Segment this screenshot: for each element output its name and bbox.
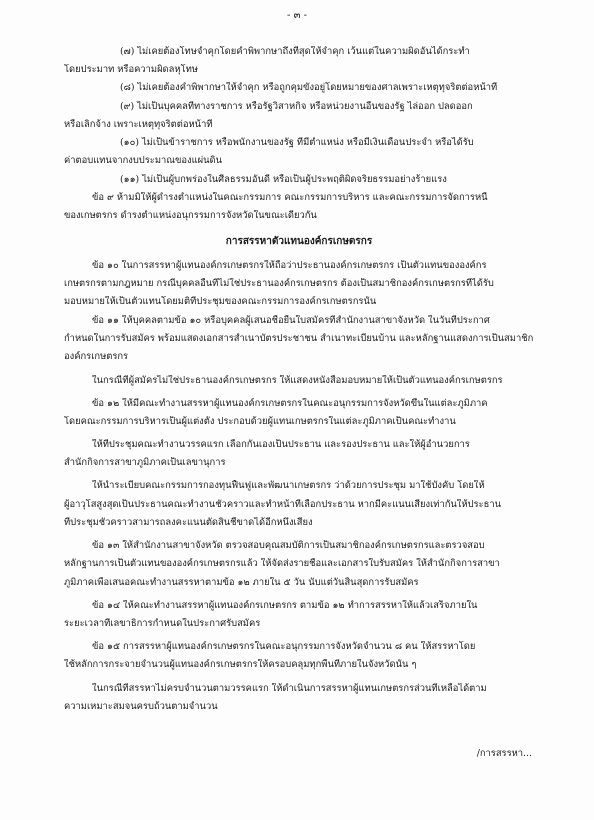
text-line: ข้อ ๑๒ ให้มีคณะทำงานสรรหาผู้แทนองค์กรเกษตรกรในคณะอนุกรรมการจังหวัดขึ้นในแต่ละภูมิภาค (92, 398, 488, 409)
text-line: ที่ประชุมชั่วคราวสามารถลงคะแนนตัดสินชี้ขาดได้อีกหนึ่งเสียง (64, 517, 313, 528)
text-line: ข้อ ๙ ห้ามมิให้ผู้ดำรงตำแหน่งในคณะกรรมการ คณะกรรมการบริหาร และคณะกรรมการจัดการหนี้ (92, 192, 488, 203)
text-line: (๑๐) ไม่เป็นข้าราชการ หรือพนักงานของรัฐ ที่มีตำแหน่ง หรือมีเงินเดือนประจำ หรือได้รับ (120, 137, 474, 148)
text-line: ค่าตอบแทนจากงบประมาณของแผ่นดิน (64, 155, 223, 166)
text-line: ระยะเวลาที่เลขาธิการกำหนดในประกาศรับสมัคร (64, 618, 261, 629)
text-line: ผู้อาวุโสสูงสุดเป็นประธานคณะทำงานชั่วคราวและทำหน้าที่เลือกประธาน หากมีคะแนนเสียงเท่ากันให้ประธาน (64, 499, 501, 510)
text-line: (๗) ไม่เคยต้องโทษจำคุกโดยคำพิพากษาถึงที่สุดให้จำคุก เว้นแต่ในความผิดอันได้กระทำ (120, 46, 470, 57)
text-line: องค์กรเกษตรกร (64, 351, 129, 362)
text-line: ข้อ ๑๑ ให้บุคคลตามข้อ ๑๐ หรือบุคคลผู้เสนอชื่อยื่นใบสมัครที่สำนักงานสาขาจังหวัด ในวันที่ประกาศ (92, 315, 490, 326)
text-line: ความเหมาะสมจนครบถ้วนตามจำนวน (64, 701, 218, 712)
text-line: ให้นำระเบียบคณะกรรมการกองทุนฟื้นฟูและพัฒนาเกษตรกร ว่าด้วยการประชุม มาใช้บังคับ โดยให้ (92, 480, 485, 491)
text-line: โดยประมาท หรือความผิดลหุโทษ (64, 64, 198, 75)
text-line: (๙) ไม่เป็นบุคคลที่ทางราชการ หรือรัฐวิสาหกิจ หรือหน่วยงานอื่นของรัฐ ไล่ออก ปลดออก (120, 101, 473, 112)
text-line: หรือเลิกจ้าง เพราะเหตุทุจริตต่อหน้าที่ (64, 119, 213, 130)
text-line: กำหนดในการรับสมัคร พร้อมแสดงเอกสารสำเนาบัตรประชาชน สำเนาทะเบียนบ้าน และหลักฐานแสดงการเป็นสมาชิก (64, 333, 534, 344)
text-line: ใช้หลักการกระจายจำนวนผู้แทนองค์กรเกษตรกรให้ครอบคลุมทุกพื้นที่ภายในจังหวัดนั้น ๆ (64, 659, 417, 670)
text-line: หลักฐานการเป็นตัวแทนขององค์กรเกษตรกรแล้ว ให้จัดส่งรายชื่อและเอกสารใบรับสมัคร ให้สำนักกิจการสาขา (64, 558, 500, 569)
text-line: ในกรณีที่สรรหาไม่ครบจำนวนตามวรรคแรก ให้ดำเนินการสรรหาผู้แทนเกษตรกรส่วนที่เหลือได้ตาม (92, 683, 487, 694)
text-line: (๘) ไม่เคยต้องคำพิพากษาให้จำคุก หรือถูกคุมขังอยู่โดยหมายของศาลเพราะเหตุทุจริตต่อหน้าที่ (120, 82, 498, 93)
text-line: โดยคณะกรรมการบริหารเป็นผู้แต่งตั้ง ประกอบด้วยผู้แทนเกษตรกรในแต่ละภูมิภาคเป็นคณะทำงาน (64, 416, 456, 427)
text-line: ข้อ ๑๔ ให้คณะทำงานสรรหาผู้แทนองค์กรเกษตรกร ตามข้อ ๑๒ ทำการสรรหาให้แล้วเสร็จภายใน (92, 600, 478, 611)
text-line: (๑๑) ไม่เป็นผู้บกพร่องในศีลธรรมอันดี หรือเป็นผู้ประพฤติผิดจริยธรรมอย่างร้ายแรง (120, 174, 447, 185)
text-line: ของเกษตรกร ดำรงตำแหน่งอนุกรรมการจังหวัดในขณะเดียวกัน (64, 210, 317, 221)
text-line: ภูมิภาคเพื่อเสนอคณะทำงานสรรหาตามข้อ ๑๒ ภายใน ๕ วัน นับแต่วันสิ้นสุดการรับสมัคร (64, 577, 419, 588)
page-number: - ๓ - (287, 10, 307, 21)
text-line: มอบหมายให้เป็นตัวแทนโดยมติที่ประชุมของคณะกรรมการองค์กรเกษตรกรนั้น (64, 296, 377, 307)
text-line: ในกรณีที่ผู้สมัครไม่ใช่ประธานองค์กรเกษตรกร ให้แสดงหนังสือมอบหมายให้เป็นตัวแทนองค์กรเกษตรกร (92, 375, 503, 386)
text-line: ข้อ ๑๕ การสรรหาผู้แทนองค์กรเกษตรกรในคณะอนุกรรมการจังหวัดจำนวน ๘ คน ให้สรรหาโดย (92, 641, 476, 652)
continuation-marker: /การสรรหา... (476, 748, 532, 759)
text-line: สำนักกิจการสาขาภูมิภาคเป็นเลขานุการ (64, 457, 226, 468)
text-line: ข้อ ๑๓ ให้สำนักงานสาขาจังหวัด ตรวจสอบคุณสมบัติการเป็นสมาชิกองค์กรเกษตรกรและตรวจสอบ (92, 540, 485, 551)
text-line: เกษตรกรตามกฎหมาย กรณีบุคคลอื่นที่ไม่ใช่ประธานองค์กรเกษตรกร ต้องเป็นสมาชิกองค์กรเกษตรกรที่ได้รับ (64, 278, 494, 289)
section-heading: การสรรหาตัวแทนองค์กรเกษตรกร (225, 236, 373, 247)
text-line: ให้ที่ประชุมคณะทำงานวรรคแรก เลือกกันเองเป็นประธาน และรองประธาน และให้ผู้อำนวยการ (92, 439, 470, 450)
text-line: ข้อ ๑๐ ในการสรรหาผู้แทนองค์กรเกษตรกรให้ถือว่าประธานองค์กรเกษตรกร เป็นตัวแทนขององค์กร (92, 260, 487, 271)
